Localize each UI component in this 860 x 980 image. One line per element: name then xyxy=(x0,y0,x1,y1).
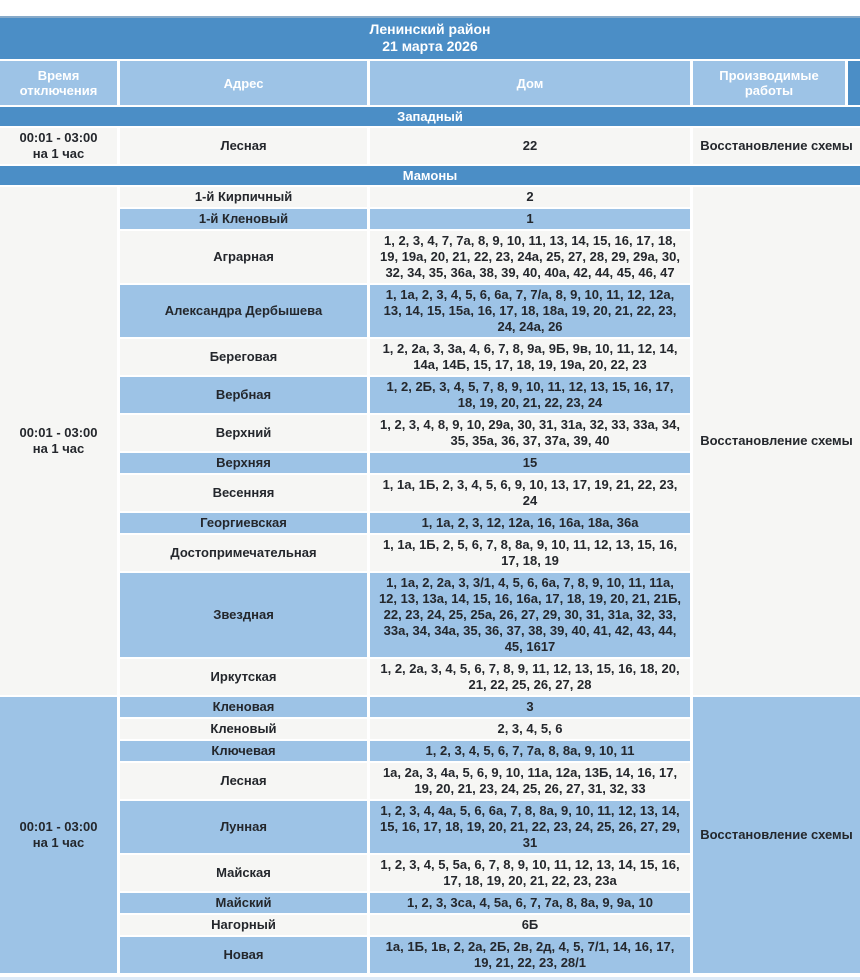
address-cell: Кленовая xyxy=(120,697,367,717)
section-header: Западный xyxy=(0,107,860,126)
house-cell: 15 xyxy=(370,453,690,473)
column-header-row xyxy=(0,61,860,105)
address-cell: Кленовый xyxy=(120,719,367,739)
house-cell: 1, 2, 3, 4, 4а, 5, 6, 6а, 7, 8, 8а, 9, 10, 11, 12, 13, 14, 15, 16, 17, 18, 19, 20, 21, 22, 23, 24, 25, 26, 27, 29, 31 xyxy=(370,801,690,853)
address-cell: Иркутская xyxy=(120,659,367,695)
address-cell: Ключевая xyxy=(120,741,367,761)
house-cell: 1, 2, 3, 3са, 4, 5а, 6, 7, 7а, 8, 8а, 9, 9а, 10 xyxy=(370,893,690,913)
house-cell: 2, 3, 4, 5, 6 xyxy=(370,719,690,739)
street-row xyxy=(0,697,860,717)
address-cell: Береговая xyxy=(120,339,367,375)
address-cell: Аграрная xyxy=(120,231,367,283)
house-cell: 1, 2, 2Б, 3, 4, 5, 7, 8, 9, 10, 11, 12, 13, 15, 16, 17, 18, 19, 20, 21, 22, 23, 24 xyxy=(370,377,690,413)
section-row xyxy=(0,107,860,126)
address-cell: Георгиевская xyxy=(120,513,367,533)
house-cell: 22 xyxy=(370,128,690,164)
time-range: 00:01 - 03:00 xyxy=(19,425,98,440)
works-cell: Восстановление схемы xyxy=(693,187,860,695)
address-cell: Нагорный xyxy=(120,915,367,935)
street-row xyxy=(0,187,860,207)
address-cell: Новая xyxy=(120,937,367,973)
address-cell: Звездная xyxy=(120,573,367,657)
address-cell: 1-й Кирпичный xyxy=(120,187,367,207)
house-cell: 1, 1а, 1Б, 2, 3, 4, 5, 6, 9, 10, 13, 17, 19, 21, 22, 23, 24 xyxy=(370,475,690,511)
section-row xyxy=(0,166,860,185)
house-cell: 1а, 1Б, 1в, 2, 2а, 2Б, 2в, 2д, 4, 5, 7/1, 14, 16, 17, 19, 21, 22, 23, 28/1 xyxy=(370,937,690,973)
house-cell: 1, 2, 2а, 3, 4, 5, 6, 7, 8, 9, 11, 12, 13, 15, 16, 18, 20, 21, 22, 25, 26, 27, 28 xyxy=(370,659,690,695)
column-header-address: Адрес xyxy=(120,61,367,105)
time-cell xyxy=(0,128,117,164)
time-duration: на 1 час xyxy=(32,146,85,161)
address-cell: Лунная xyxy=(120,801,367,853)
works-cell: Восстановление схемы xyxy=(693,697,860,973)
address-cell: Майская xyxy=(120,855,367,891)
address-cell: Весенняя xyxy=(120,475,367,511)
works-cell: Восстановление схемы xyxy=(693,128,860,164)
address-cell: Лесная xyxy=(120,128,367,164)
house-cell: 1, 2, 2а, 3, 3а, 4, 6, 7, 8, 9а, 9Б, 9в, 10, 11, 12, 14, 14а, 14Б, 15, 17, 18, 19, 19а, 20, 22, 23 xyxy=(370,339,690,375)
house-cell: 3 xyxy=(370,697,690,717)
house-cell: 1, 1а, 2, 2а, 3, 3/1, 4, 5, 6, 6а, 7, 8, 9, 10, 11, 11а, 12, 13, 13а, 14, 15, 16, 16а, 17, 18, 19, 20, 21, 21Б, 22, 23, 24, 25, 25а, 26, 27, 29, 30, 31, 31а, 32, 33, 33а, 34, 34а, 35, 36, 37, 38, 39, 40, 41, 42, 43, 44, 45, 1617 xyxy=(370,573,690,657)
address-cell: Лесная xyxy=(120,763,367,799)
house-cell: 1, 1а, 2, 3, 4, 5, 6, 6а, 7, 7/а, 8, 9, 10, 11, 12, 12а, 13, 14, 15, 15а, 16, 17, 18, 18а, 19, 20, 21, 22, 23, 24, 24а, 26 xyxy=(370,285,690,337)
column-header-works: Производимые работы xyxy=(693,61,845,105)
street-row xyxy=(0,128,860,164)
district-title: Ленинский район xyxy=(369,21,491,37)
house-cell: 6Б xyxy=(370,915,690,935)
house-cell: 1, 2, 3, 4, 5, 5а, 6, 7, 8, 9, 10, 11, 12, 13, 14, 15, 16, 17, 18, 19, 20, 21, 22, 23, 23а xyxy=(370,855,690,891)
time-duration: на 1 час xyxy=(32,441,85,456)
house-cell: 1, 1а, 2, 3, 12, 12а, 16, 16а, 18а, 36а xyxy=(370,513,690,533)
time-duration: на 1 час xyxy=(32,835,85,850)
column-header-house: Дом xyxy=(370,61,690,105)
house-cell: 1, 2, 3, 4, 8, 9, 10, 29а, 30, 31, 31а, 32, 33, 33а, 34, 35, 35а, 36, 37, 37а, 39, 40 xyxy=(370,415,690,451)
address-cell: Майский xyxy=(120,893,367,913)
outage-schedule-table xyxy=(0,14,860,975)
address-cell: Верхняя xyxy=(120,453,367,473)
house-cell: 2 xyxy=(370,187,690,207)
address-cell: 1-й Кленовый xyxy=(120,209,367,229)
house-cell: 1, 2, 3, 4, 7, 7а, 8, 9, 10, 11, 13, 14, 15, 16, 17, 18, 19, 19а, 20, 21, 22, 23, 24а, 25, 27, 28, 29, 29а, 30, 32, 34, 35, 36а, 38, 39, 40, 40а, 42, 44, 45, 46, 47 xyxy=(370,231,690,283)
address-cell: Достопримечательная xyxy=(120,535,367,571)
house-cell: 1, 1а, 1Б, 2, 5, 6, 7, 8, 8а, 9, 10, 11, 12, 13, 15, 16, 17, 18, 19 xyxy=(370,535,690,571)
table-title xyxy=(0,16,860,59)
column-header-time: Время отключения xyxy=(0,61,117,105)
time-range: 00:01 - 03:00 xyxy=(19,819,98,834)
house-cell: 1а, 2а, 3, 4а, 5, 6, 9, 10, 11а, 12а, 13Б, 14, 16, 17, 19, 20, 21, 23, 24, 25, 26, 27, 31, 32, 33 xyxy=(370,763,690,799)
address-cell: Вербная xyxy=(120,377,367,413)
time-range: 00:01 - 03:00 xyxy=(19,130,98,145)
header-spacer-cell xyxy=(848,61,860,105)
schedule-table-body xyxy=(0,107,860,973)
address-cell: Верхний xyxy=(120,415,367,451)
address-cell: Александра Дербышева xyxy=(120,285,367,337)
house-cell: 1 xyxy=(370,209,690,229)
title-row xyxy=(0,16,860,59)
house-cell: 1, 2, 3, 4, 5, 6, 7, 7а, 8, 8а, 9, 10, 11 xyxy=(370,741,690,761)
time-cell xyxy=(0,697,117,973)
time-cell xyxy=(0,187,117,695)
section-header: Мамоны xyxy=(0,166,860,185)
date-subtitle: 21 марта 2026 xyxy=(382,38,478,54)
